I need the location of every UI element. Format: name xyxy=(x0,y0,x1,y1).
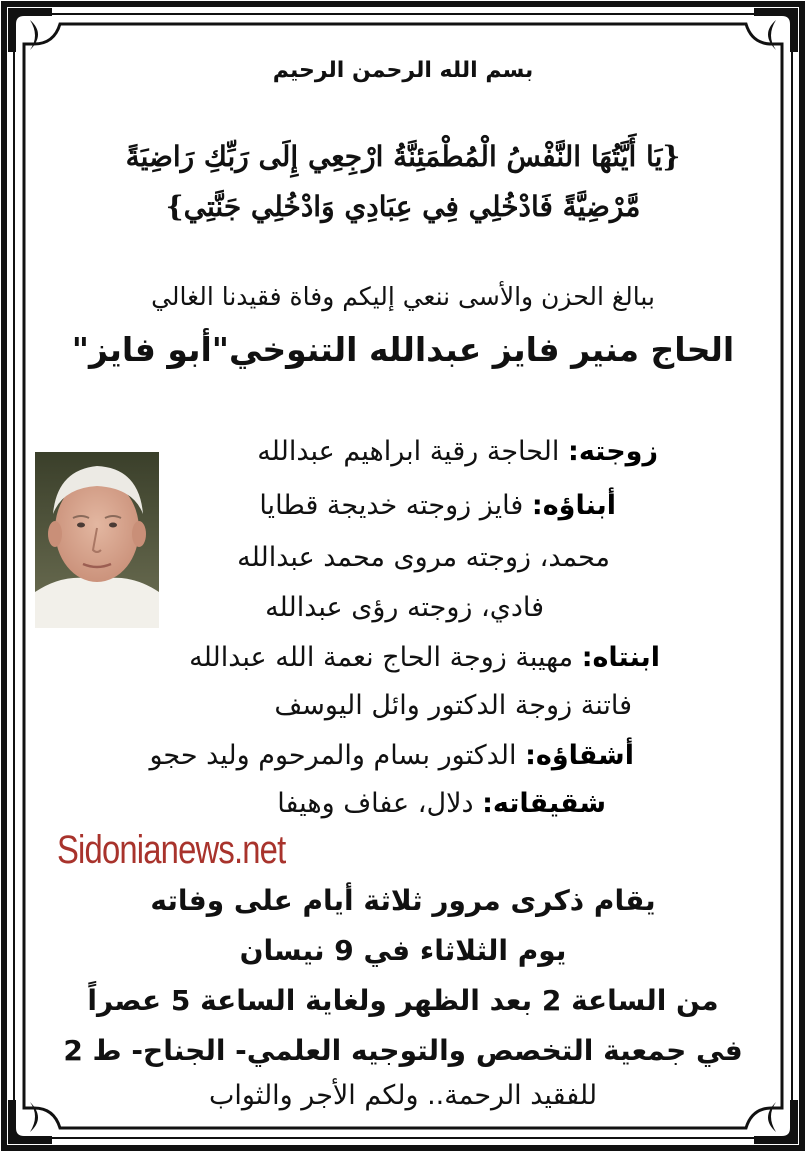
daughters-label: ابنتاه: xyxy=(581,642,660,673)
sisters-value: دلال، عفاف وهيفا xyxy=(277,788,474,819)
portrait-image xyxy=(35,452,159,628)
wife-value: الحاجة رقية ابراهيم عبدالله xyxy=(257,436,560,467)
deceased-photo xyxy=(35,452,159,628)
event-line-4: في جمعية التخصص والتوجيه العلمي- الجناح- ط 2 xyxy=(63,1034,743,1067)
watermark-text: Sidonianews.net xyxy=(57,828,286,872)
event-line-1: يقام ذكرى مرور ثلاثة أيام على وفاته xyxy=(150,884,656,917)
daughters-line-1: مهيبة زوجة الحاج نعمة الله عبدالله xyxy=(189,642,574,673)
event-line-2: يوم الثلاثاء في 9 نيسان xyxy=(239,934,567,967)
sons-line-1: فايز زوجته خديجة قطايا xyxy=(259,490,524,521)
sons-row xyxy=(259,490,616,521)
closing-line: للفقيد الرحمة.. ولكم الأجر والثواب xyxy=(208,1080,598,1111)
basmala: بسم الله الرحمن الرحيم xyxy=(272,58,534,83)
sisters-label: شقيقاته: xyxy=(482,788,606,819)
sons-line-3: فادي، زوجته رؤى عبدالله xyxy=(265,592,544,623)
brothers-row xyxy=(149,740,634,771)
wife-row xyxy=(257,436,658,467)
event-line-3: من الساعة 2 بعد الظهر ولغاية الساعة 5 عصراً xyxy=(87,984,719,1017)
daughters-line-2: فاتنة زوجة الدكتور وائل اليوسف xyxy=(274,690,632,721)
daughters-row xyxy=(189,642,660,673)
brothers-label: أشقاؤه: xyxy=(525,740,634,771)
verse-line-2: مَّرْضِيَّةً فَادْخُلِي فِي عِبَادِي وَادْخُلِي جَنَّتِي} xyxy=(165,190,641,223)
verse-line-1: {يَا أَيَّتُهَا النَّفْسُ الْمُطْمَئِنَّةُ ارْجِعِي إِلَى رَبِّكِ رَاضِيَةً xyxy=(125,140,681,173)
wife-label: زوجته: xyxy=(568,436,658,467)
deceased-name: الحاج منير فايز عبدالله التنوخي"أبو فايز" xyxy=(71,330,735,369)
sons-line-2: محمد، زوجته مروى محمد عبدالله xyxy=(237,542,610,573)
sons-label: أبناؤه: xyxy=(531,490,616,521)
announcement-intro: ببالغ الحزن والأسى ننعي إليكم وفاة فقيدنا الغالي xyxy=(151,282,655,311)
brothers-value: الدكتور بسام والمرحوم وليد حجو xyxy=(149,740,517,771)
sisters-row xyxy=(277,788,606,819)
